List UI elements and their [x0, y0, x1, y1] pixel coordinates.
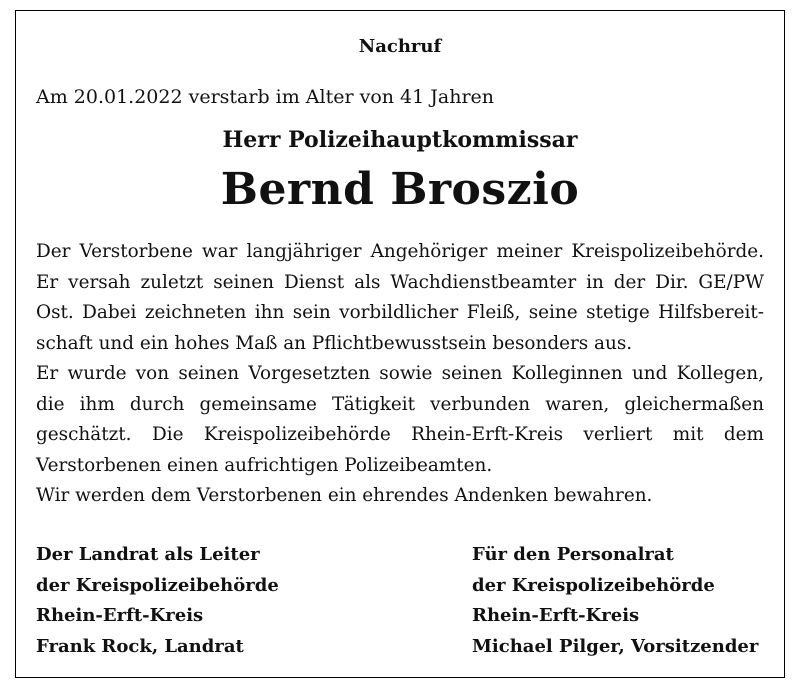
body-line: Er wurde von seinen Vorgesetzten sowie seinen Kolleginnen und Kollegen,	[36, 363, 764, 384]
signature-line: Michael Pilger, Vorsitzender	[472, 636, 759, 658]
signature-line: der Kreispolizeibehörde	[472, 574, 715, 596]
signature-block-personalrat	[472, 540, 758, 663]
body-line: Ost. Dabei zeichneten ihn sein vorbildlicher Fleiß, seine stetige Hilfsbereit-	[36, 302, 764, 323]
deceased-rank: Herr Polizeihauptkommissar	[222, 127, 578, 153]
signature-line: Rhein-Erft-Kreis	[36, 605, 204, 627]
signature-line: Frank Rock, Landrat	[36, 636, 244, 658]
obituary-body	[36, 237, 764, 512]
obituary-heading: Nachruf	[358, 36, 442, 57]
body-line: schaft und ein hohes Maß an Pflichtbewusstsein besonders aus.	[36, 332, 633, 354]
body-line: geschätzt. Die Kreispolizeibehörde Rhein-Erft-Kreis verliert mit dem	[36, 424, 764, 445]
death-date-line: Am 20.01.2022 verstarb im Alter von 41 Jahren	[36, 86, 495, 108]
body-line: Er versah zuletzt seinen Dienst als Wachdienstbeamter in der Dir. GE/PW	[36, 271, 764, 293]
body-line: Der Verstorbene war langjähriger Angehöriger meiner Kreispolizeibehörde.	[36, 241, 764, 262]
body-line: Verstorbenen einen aufrichtigen Polizeibeamten.	[36, 454, 493, 476]
signature-block-landrat	[36, 540, 279, 663]
signature-line: Rhein-Erft-Kreis	[472, 605, 640, 627]
signature-line: der Kreispolizeibehörde	[36, 574, 279, 596]
signature-line: Für den Personalrat	[472, 544, 674, 565]
body-line: Wir werden dem Verstorbenen ein ehrendes Andenken bewahren.	[36, 485, 653, 506]
deceased-name: Bernd Broszio	[220, 164, 580, 215]
signature-line: Der Landrat als Leiter	[36, 544, 260, 565]
body-line: die ihm durch gemeinsame Tätigkeit verbunden waren, gleichermaßen	[36, 393, 764, 415]
